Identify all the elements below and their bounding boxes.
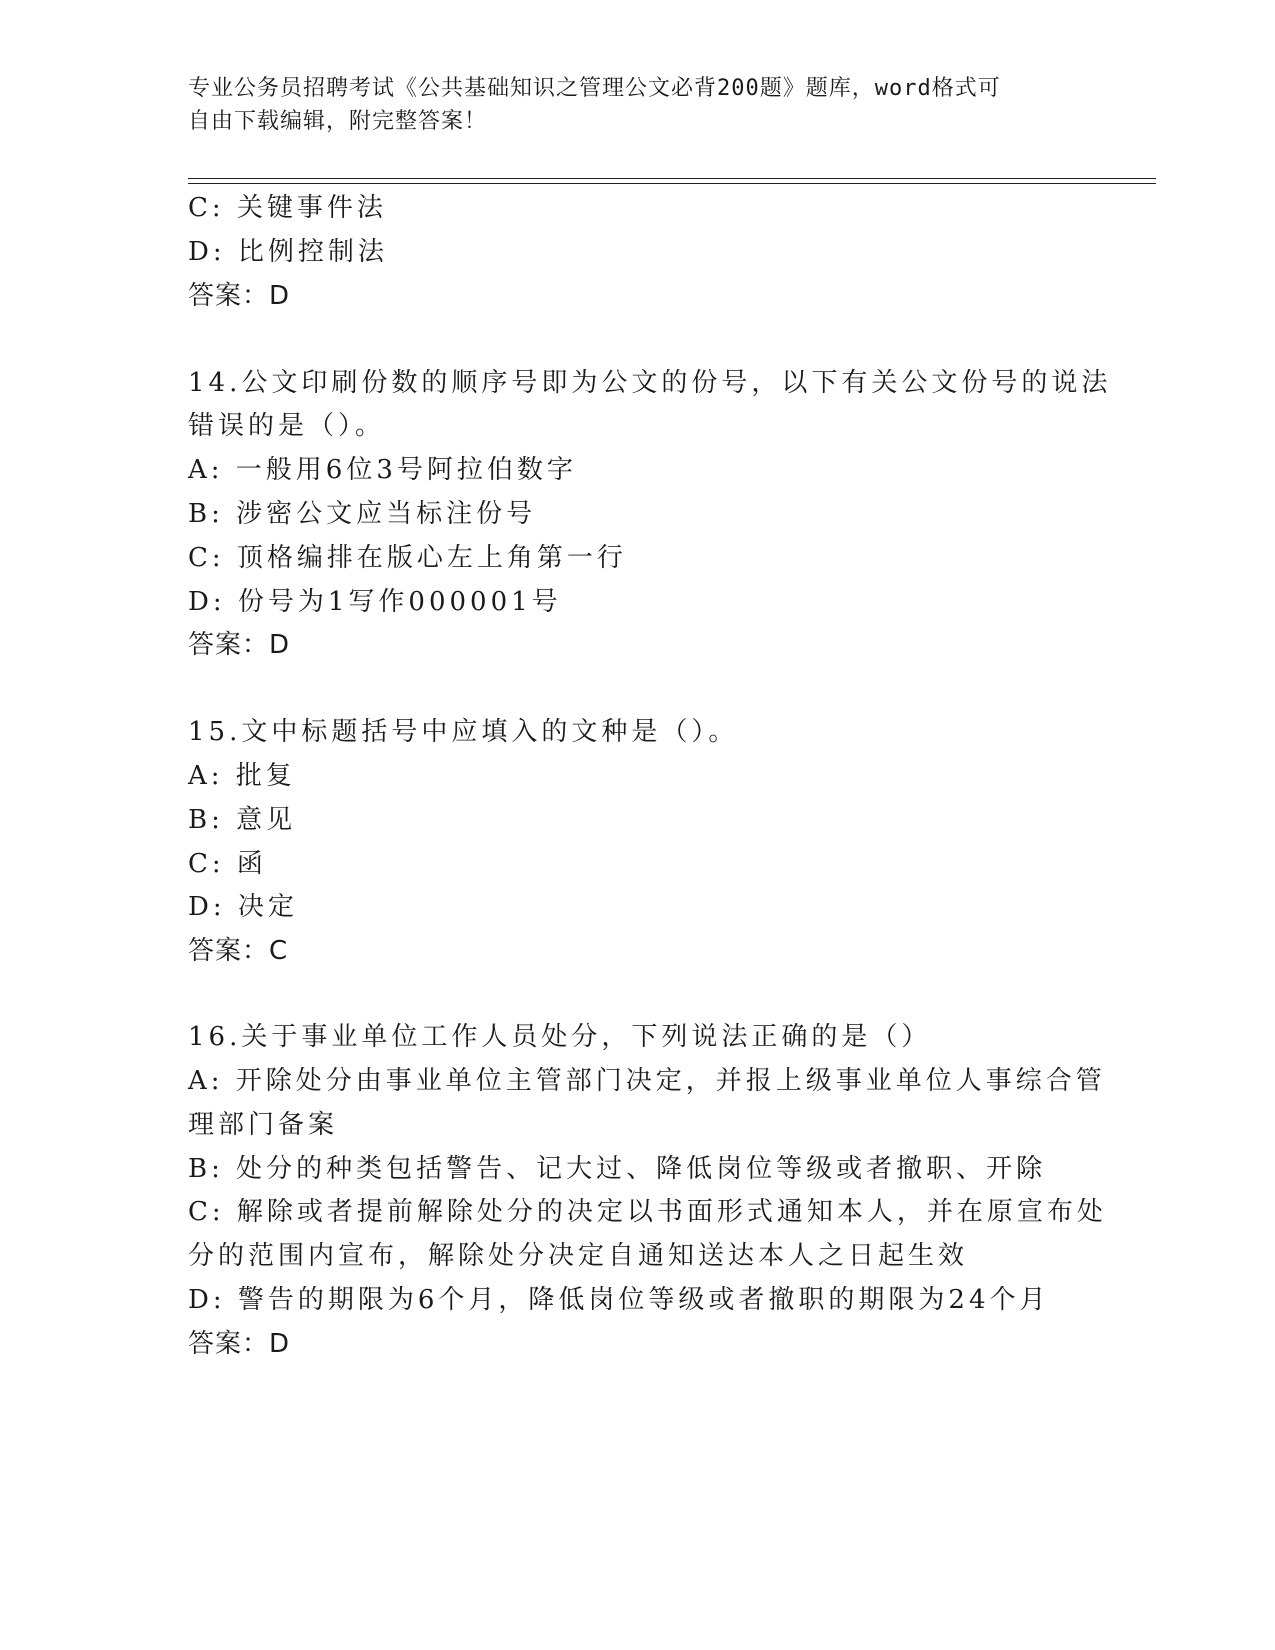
q16-option-c-line-1: C: 解除或者提前解除处分的决定以书面形式通知本人，并在原宣布处 [188, 1197, 1107, 1227]
q13-option-c: C: 关键事件法 [188, 193, 387, 223]
q13-answer: 答案：D [188, 281, 291, 311]
q14-stem-line-1: 14.公文印刷份数的顺序号即为公文的份号，以下有关公文份号的说法 [188, 368, 1112, 398]
q16-option-a-line-1: A: 开除处分由事业单位主管部门决定，并报上级事业单位人事综合管 [188, 1066, 1106, 1096]
header-divider-bottom [188, 183, 1156, 184]
q14-option-a: A: 一般用6位3号阿拉伯数字 [188, 455, 577, 485]
q15-option-c: C: 函 [188, 849, 267, 879]
q14-option-b: B: 涉密公文应当标注份号 [188, 499, 537, 529]
q15-option-b: B: 意见 [188, 805, 297, 835]
q15-option-a: A: 批复 [188, 761, 296, 791]
q16-option-b: B: 处分的种类包括警告、记大过、降低岗位等级或者撤职、开除 [188, 1154, 1047, 1184]
q13-option-d: D: 比例控制法 [188, 237, 388, 267]
header-divider-top [188, 178, 1156, 179]
q14-option-d: D: 份号为1写作000001号 [188, 587, 562, 617]
header-line-2: 自由下载编辑，附完整答案！ [188, 109, 488, 134]
q16-answer: 答案：D [188, 1329, 291, 1359]
q15-option-d: D: 决定 [188, 892, 298, 922]
q16-option-d: D: 警告的期限为6个月，降低岗位等级或者撤职的期限为24个月 [188, 1285, 1050, 1315]
q16-option-a-line-2: 理部门备案 [188, 1110, 339, 1140]
q14-answer: 答案：D [188, 630, 291, 660]
q15-answer: 答案：C [188, 936, 289, 966]
q16-option-c-line-2: 分的范围内宣布，解除处分决定自通知送达本人之日起生效 [188, 1241, 969, 1271]
q16-stem: 16.关于事业单位工作人员处分，下列说法正确的是（） [188, 1022, 932, 1052]
q14-stem-line-2: 错误的是（）。 [188, 411, 386, 441]
q15-stem: 15.文中标题括号中应填入的文种是（）。 [188, 717, 739, 747]
header-line-1: 专业公务员招聘考试《公共基础知识之管理公文必背200题》题库，word格式可 [188, 76, 1001, 101]
q14-option-c: C: 顶格编排在版心左上角第一行 [188, 543, 627, 573]
document-header [188, 72, 1068, 138]
